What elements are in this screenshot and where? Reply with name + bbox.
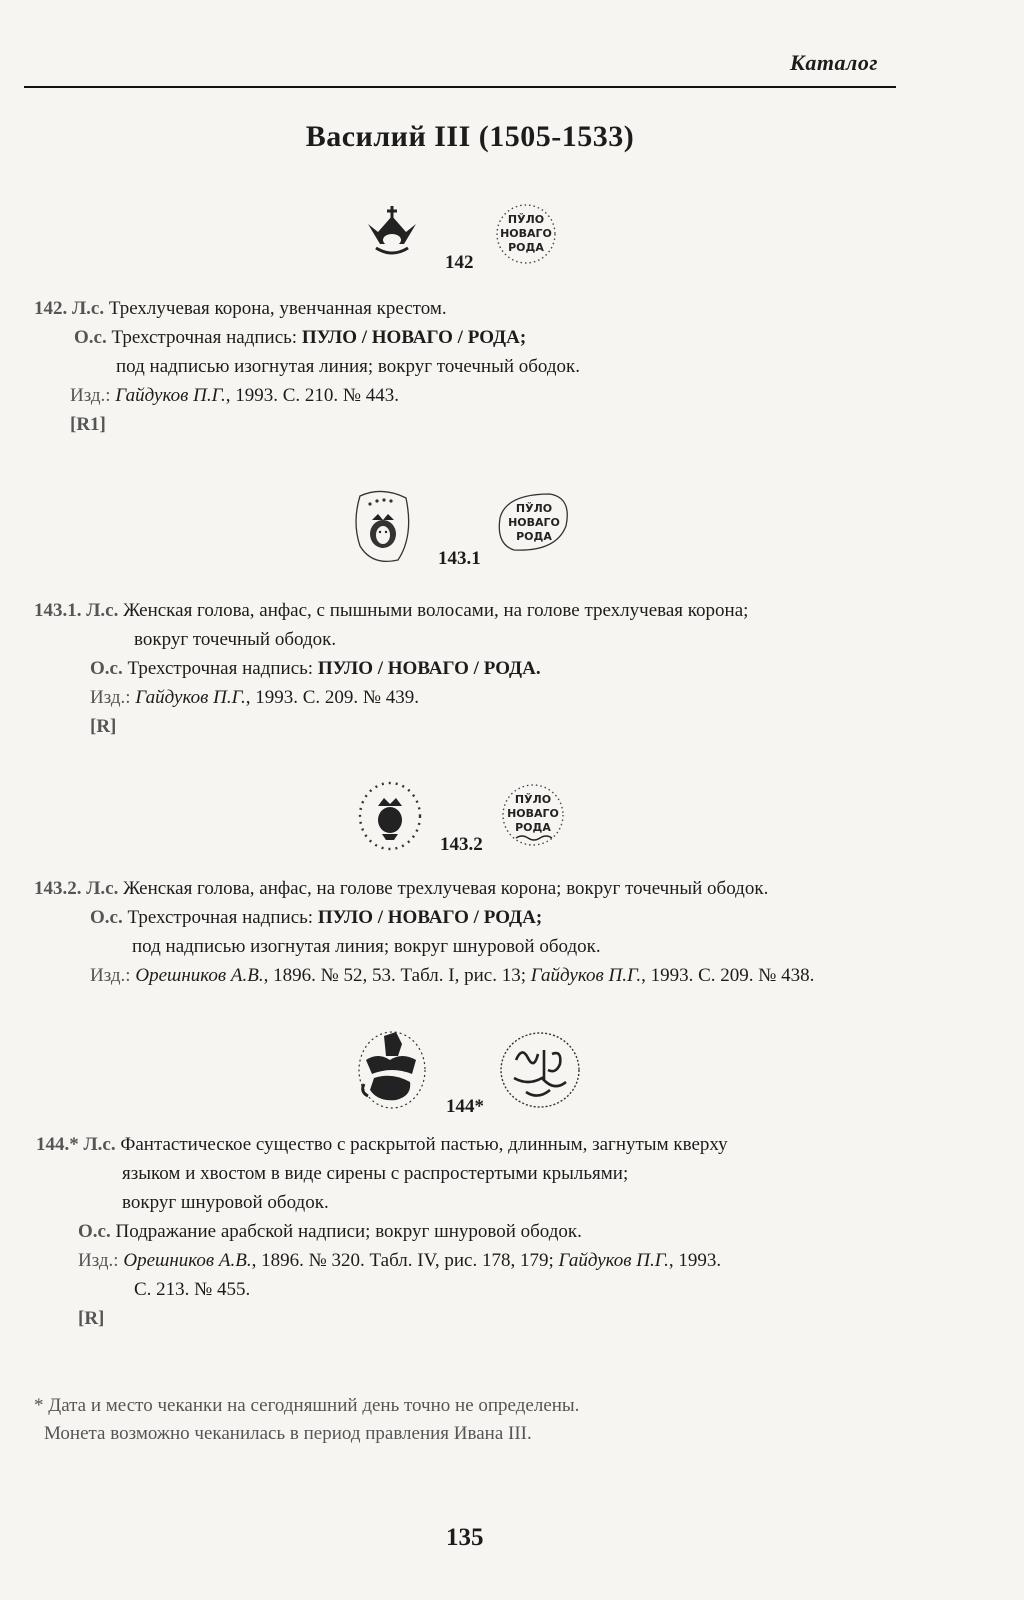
rarity-mark: [R]: [78, 1308, 105, 1329]
publication-label: Изд.:: [90, 965, 131, 986]
reverse-description: Трехстрочная надпись:: [111, 327, 302, 348]
running-head: Каталог: [790, 50, 878, 75]
publication-author: Гайдуков П.Г.: [558, 1250, 669, 1271]
reverse-description-cont: под надписью изогнутая линия; вокруг шнуровой ободок.: [132, 936, 601, 957]
figure-label-143-2: 143.2: [440, 834, 483, 855]
catalog-entry-144: [36, 1130, 728, 1333]
coin-text-line: НОВАГО: [500, 227, 552, 240]
publication-ref: , 1993. С. 209. № 438.: [641, 965, 815, 986]
obverse-description: Женская голова, анфас, на голове трехлучевая корона; вокруг точечный ободок.: [123, 878, 769, 899]
publication-author: Орешников А.В.: [135, 965, 264, 986]
obverse-label: Л.с.: [86, 600, 119, 621]
coin-143-2-reverse-inscription-image: [500, 782, 566, 848]
publication-label: Изд.:: [78, 1250, 119, 1271]
catalog-entry-142: [34, 294, 580, 439]
publication-label: Изд.:: [70, 385, 111, 406]
publication-label: Изд.:: [90, 687, 131, 708]
coin-144-reverse-pseudo-arabic-image: [498, 1030, 582, 1110]
reverse-description-cont: под надписью изогнутая линия; вокруг точечный ободок.: [116, 356, 581, 377]
publication-ref-cont: С. 213. № 455.: [134, 1279, 251, 1300]
footnote-line: * Дата и место чеканки на сегодняшний день точно не определены.: [34, 1395, 580, 1416]
entry-number: 143.1.: [34, 600, 82, 621]
footnote: [34, 1392, 579, 1448]
coin-142-obverse-crown-image: [362, 202, 422, 262]
entry-number: 142.: [34, 298, 68, 319]
reverse-inscription: ПУЛО / НОВАГО / РОДА;: [317, 907, 543, 928]
header-rule: [24, 86, 896, 88]
publication-author: Гайдуков П.Г.: [115, 385, 226, 406]
entry-number: 144.*: [36, 1134, 79, 1155]
coin-text-line: ПЎЛО: [507, 213, 545, 226]
figure-label-143-1: 143.1: [438, 548, 481, 569]
obverse-label: Л.с.: [86, 878, 119, 899]
obverse-label: Л.с.: [83, 1134, 116, 1155]
coin-text-line: НОВАГО: [508, 516, 560, 529]
page-number: 135: [446, 1524, 484, 1551]
publication-ref: , 1993. С. 209. № 439.: [245, 687, 420, 708]
obverse-description-cont: языком и хвостом в виде сирены с распростертыми крыльями;: [122, 1163, 629, 1184]
figure-label-144: 144*: [446, 1096, 484, 1117]
publication-ref: , 1896. № 320. Табл. IV, рис. 178, 179;: [251, 1250, 559, 1271]
obverse-description-cont: вокруг шнуровой ободок.: [122, 1192, 329, 1213]
reverse-label: О.с.: [90, 907, 123, 928]
coin-text-line: ПЎЛО: [514, 793, 552, 806]
reverse-label: О.с.: [90, 658, 123, 679]
obverse-description-cont: вокруг точечный ободок.: [134, 629, 337, 650]
reverse-description: Подражание арабской надписи; вокруг шнуровой ободок.: [115, 1221, 582, 1242]
reverse-label: О.с.: [74, 327, 107, 348]
obverse-description: Трехлучевая корона, увенчанная крестом.: [108, 298, 447, 319]
publication-author: Орешников А.В.: [123, 1250, 252, 1271]
publication-author: Гайдуков П.Г.: [530, 965, 642, 986]
publication-ref: , 1993. С. 210. № 443.: [225, 385, 400, 406]
rarity-mark: [R]: [90, 716, 117, 737]
publication-ref: , 1993.: [668, 1250, 722, 1271]
reverse-description: Трехстрочная надпись:: [127, 658, 318, 679]
footnote-line: Монета возможно чеканилась в период правления Ивана III.: [44, 1423, 532, 1444]
coin-143-1-reverse-inscription-image: [494, 490, 574, 554]
page-title: Василий III (1505-1533): [305, 120, 635, 153]
reverse-description: Трехстрочная надпись:: [127, 907, 318, 928]
coin-text-line: НОВАГО: [507, 807, 559, 820]
coin-143-2-obverse-head-image: [356, 780, 424, 852]
obverse-label: Л.с.: [72, 298, 105, 319]
publication-ref: , 1896. № 52, 53. Табл. I, рис. 13;: [263, 965, 531, 986]
entry-number: 143.2.: [34, 878, 82, 899]
obverse-description: Женская голова, анфас, с пышными волосами, на голове трехлучевая корона;: [123, 600, 749, 621]
figure-label-142: 142: [445, 252, 474, 273]
coin-text-line: РОДА: [508, 241, 544, 254]
catalog-entry-143-1: [34, 596, 748, 741]
catalog-entry-143-2: [34, 874, 814, 990]
coin-text-line: РОДА: [515, 821, 551, 834]
reverse-label: О.с.: [78, 1221, 111, 1242]
obverse-description: Фантастическое существо с раскрытой пастью, длинным, загнутым кверху: [120, 1134, 728, 1155]
coin-143-1-obverse-head-image: [352, 486, 414, 566]
coin-142-reverse-inscription-image: [494, 202, 558, 266]
coin-text-line: ПЎЛО: [515, 502, 553, 515]
coin-text-line: РОДА: [516, 530, 552, 543]
coin-144-obverse-creature-image: [356, 1026, 428, 1110]
reverse-inscription: ПУЛО / НОВАГО / РОДА.: [317, 658, 541, 679]
reverse-inscription: ПУЛО / НОВАГО / РОДА;: [301, 327, 527, 348]
publication-author: Гайдуков П.Г.: [135, 687, 246, 708]
rarity-mark: [R1]: [70, 414, 106, 435]
